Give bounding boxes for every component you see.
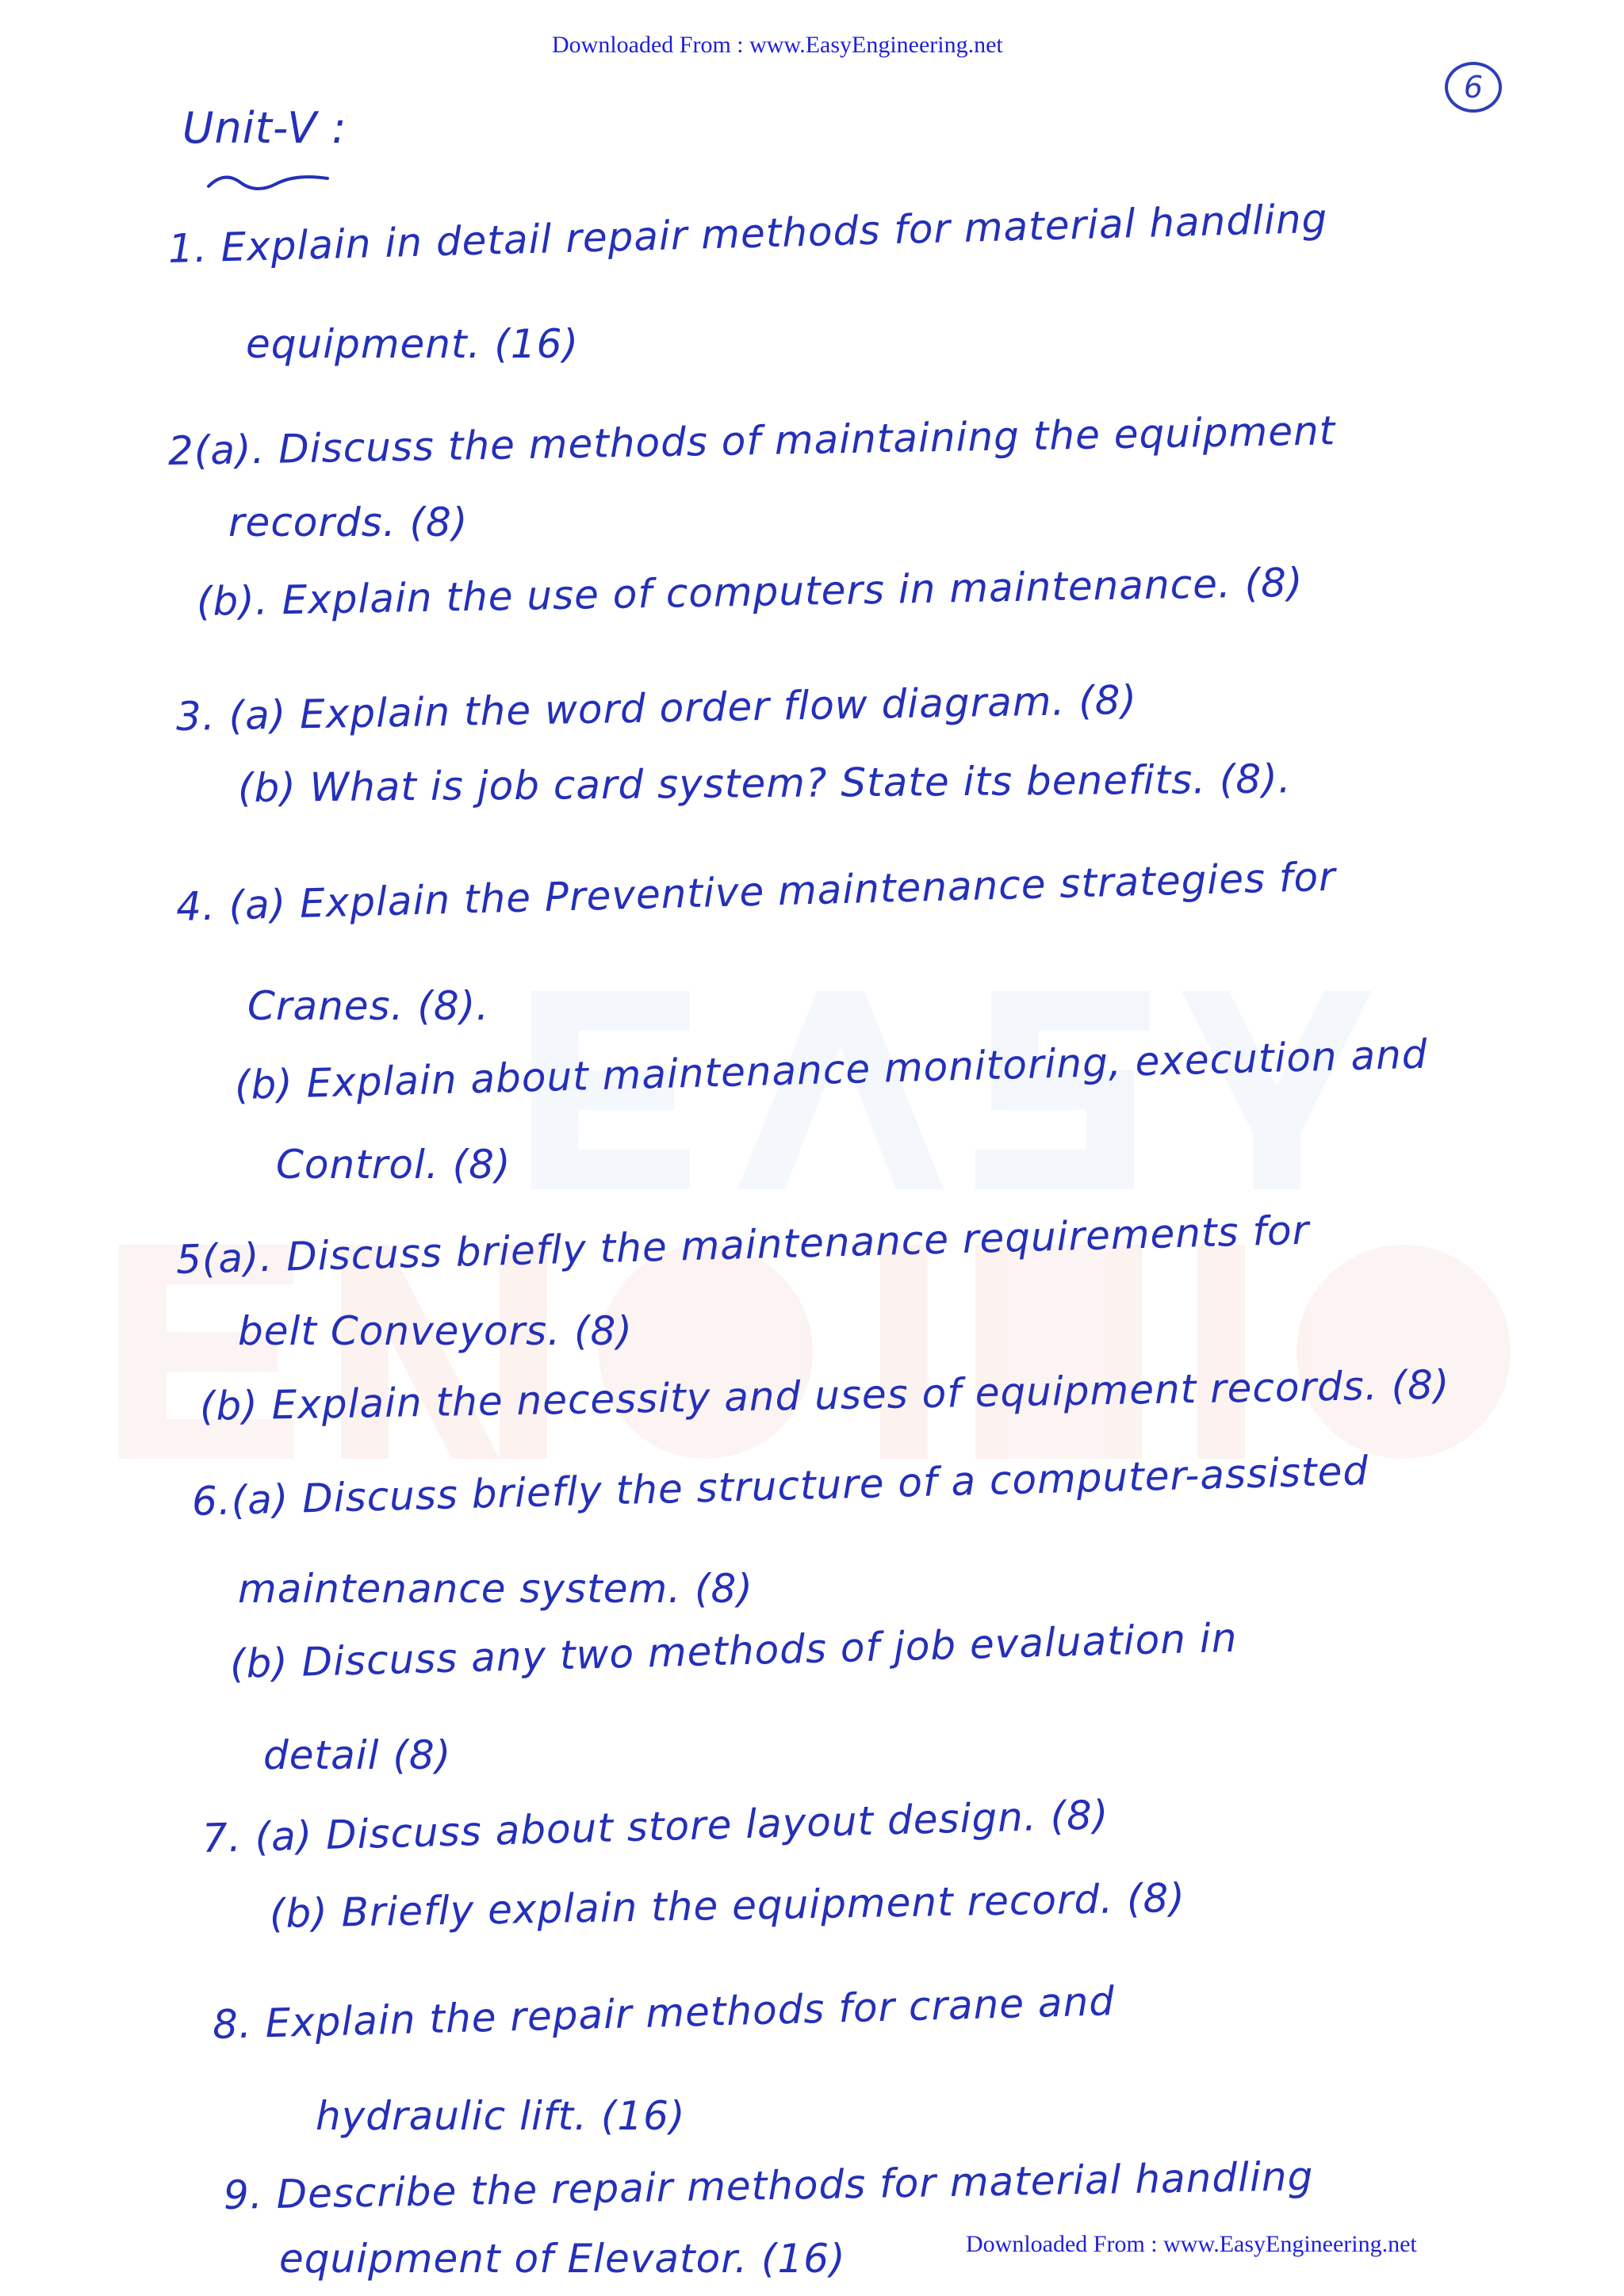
footer-download-link[interactable]: Downloaded From : www.EasyEngineering.net <box>966 2231 1417 2257</box>
question-8-line-1: 8. Explain the repair methods for crane and <box>212 1978 1116 2048</box>
question-7a: 7. (a) Discuss about store layout design. (8) <box>201 1792 1110 1862</box>
unit-title: Unit-V : <box>182 103 347 153</box>
question-7b: (b) Briefly explain the equipment record. (8) <box>269 1874 1186 1937</box>
question-9-line-1: 9. Describe the repair methods for material handling <box>223 2153 1314 2218</box>
question-6a-line-1: 6.(a) Discuss briefly the structure of a computer-assisted <box>191 1448 1369 1525</box>
question-6b-line-2: detail (8) <box>263 1732 452 1778</box>
question-2b: (b). Explain the use of computers in maintenance. (8) <box>196 559 1304 625</box>
question-9-line-2: equipment of Elevator. (16) <box>279 2236 846 2282</box>
question-3a: 3. (a) Explain the word order flow diagram. (8) <box>175 676 1138 740</box>
page-number-circle: 6 <box>1445 62 1502 113</box>
question-4b-line-1: (b) Explain about maintenance monitoring, execution and <box>234 1031 1429 1108</box>
question-4a-line-2: Cranes. (8). <box>247 983 490 1029</box>
header-download-link[interactable]: Downloaded From : www.EasyEngineering.net <box>552 32 1003 58</box>
question-5a-line-1: 5(a). Discuss briefly the maintenance requirements for <box>175 1207 1310 1283</box>
question-6b-line-1: (b) Discuss any two methods of job evaluation in <box>229 1614 1239 1687</box>
question-1-line-2: equipment. (16) <box>246 321 580 367</box>
question-4b-line-2: Control. (8) <box>276 1142 511 1188</box>
question-2a-line-1: 2(a). Discuss the methods of maintaining the equipment <box>167 408 1336 474</box>
question-2a-line-2: records. (8) <box>228 499 469 545</box>
question-1-line-1: 1. Explain in detail repair methods for material handling <box>167 195 1328 272</box>
question-5a-line-2: belt Conveyors. (8) <box>238 1308 633 1354</box>
question-8-line-2: hydraulic lift. (16) <box>316 2093 686 2139</box>
question-6a-line-2: maintenance system. (8) <box>238 1566 753 1612</box>
question-3b: (b) What is job card system? State its benefits. (8). <box>237 756 1292 811</box>
question-5b: (b) Explain the necessity and uses of equipment records. (8) <box>199 1361 1450 1429</box>
unit-title-underline <box>205 166 331 198</box>
question-4a-line-1: 4. (a) Explain the Preventive maintenance strategies for <box>175 853 1337 930</box>
